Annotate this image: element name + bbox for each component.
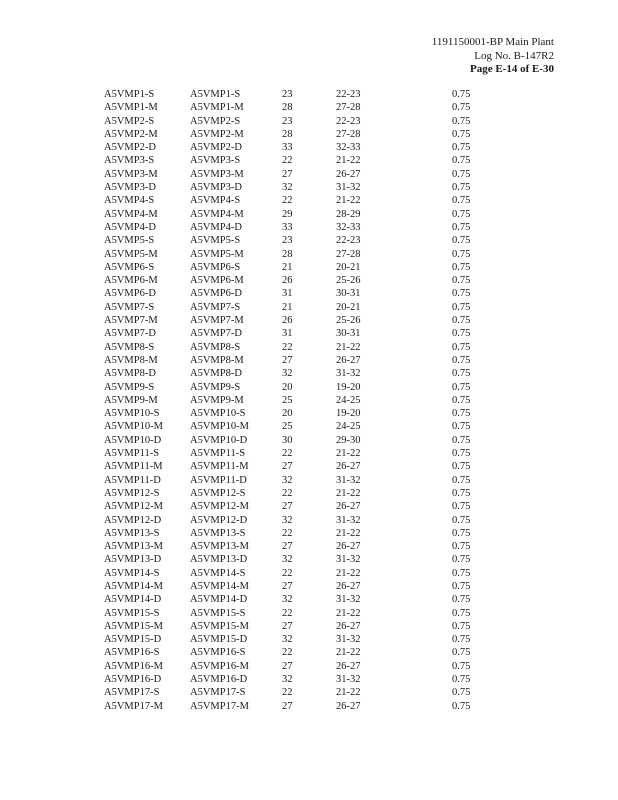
interval-cell: 32-33 xyxy=(336,221,361,233)
depth-cell: 22 xyxy=(282,487,293,499)
depth-cell: 21 xyxy=(282,261,293,273)
interval-cell: 31-32 xyxy=(336,674,361,686)
location-id-cell: A5VMP13-D xyxy=(190,554,248,566)
sample-id-cell: A5VMP10-S xyxy=(104,408,160,420)
depth-cell: 32 xyxy=(282,554,293,566)
table-row xyxy=(104,593,492,606)
table-row xyxy=(104,261,492,274)
value-cell: 0.75 xyxy=(452,647,471,659)
interval-cell: 22-23 xyxy=(336,235,361,247)
depth-cell: 27 xyxy=(282,541,293,553)
location-id-cell: A5VMP6-S xyxy=(190,261,241,273)
table-row xyxy=(104,420,492,433)
sample-table-body xyxy=(104,88,492,713)
table-row xyxy=(104,620,492,633)
table-row xyxy=(104,221,492,234)
location-id-cell: A5VMP16-M xyxy=(190,660,249,672)
table-row xyxy=(104,128,492,141)
value-cell: 0.75 xyxy=(452,514,471,526)
interval-cell: 24-25 xyxy=(336,421,361,433)
table-row xyxy=(104,394,492,407)
depth-cell: 26 xyxy=(282,315,293,327)
sample-id-cell: A5VMP7-S xyxy=(104,301,155,313)
value-cell: 0.75 xyxy=(452,554,471,566)
interval-cell: 21-22 xyxy=(336,155,361,167)
sample-id-cell: A5VMP2-D xyxy=(104,142,156,154)
value-cell: 0.75 xyxy=(452,168,471,180)
depth-cell: 22 xyxy=(282,687,293,699)
sample-id-cell: A5VMP7-D xyxy=(104,328,156,340)
value-cell: 0.75 xyxy=(452,394,471,406)
sample-id-cell: A5VMP11-D xyxy=(104,474,161,486)
interval-cell: 21-22 xyxy=(336,195,361,207)
interval-cell: 25-26 xyxy=(336,315,361,327)
depth-cell: 32 xyxy=(282,634,293,646)
table-row xyxy=(104,540,492,553)
depth-cell: 23 xyxy=(282,235,293,247)
sample-id-cell: A5VMP2-S xyxy=(104,115,155,127)
location-id-cell: A5VMP12-M xyxy=(190,501,249,513)
value-cell: 0.75 xyxy=(452,354,471,366)
log-number: Log No. B-147R2 xyxy=(474,49,554,62)
location-id-cell: A5VMP6-D xyxy=(190,288,242,300)
interval-cell: 27-28 xyxy=(336,248,361,260)
location-id-cell: A5VMP9-S xyxy=(190,381,241,393)
value-cell: 0.75 xyxy=(452,155,471,167)
depth-cell: 22 xyxy=(282,155,293,167)
table-row xyxy=(104,154,492,167)
value-cell: 0.75 xyxy=(452,89,471,100)
sample-id-cell: A5VMP12-M xyxy=(104,501,163,513)
value-cell: 0.75 xyxy=(452,288,471,300)
value-cell: 0.75 xyxy=(452,142,471,154)
sample-id-cell: A5VMP7-M xyxy=(104,315,158,327)
depth-cell: 32 xyxy=(282,368,293,380)
sample-id-cell: A5VMP6-D xyxy=(104,288,156,300)
interval-cell: 26-27 xyxy=(336,461,361,473)
interval-cell: 25-26 xyxy=(336,275,361,287)
sample-id-cell: A5VMP13-D xyxy=(104,554,162,566)
depth-cell: 22 xyxy=(282,448,293,460)
value-cell: 0.75 xyxy=(452,660,471,672)
depth-cell: 31 xyxy=(282,288,293,300)
value-cell: 0.75 xyxy=(452,208,471,220)
sample-id-cell: A5VMP3-S xyxy=(104,155,155,167)
sample-id-cell: A5VMP13-S xyxy=(104,527,160,539)
sample-id-cell: A5VMP13-M xyxy=(104,541,163,553)
sample-id-cell: A5VMP16-D xyxy=(104,674,162,686)
table-row xyxy=(104,287,492,300)
interval-cell: 31-32 xyxy=(336,182,361,194)
page-number: Page E-14 of E-30 xyxy=(469,63,554,75)
value-cell: 0.75 xyxy=(452,235,471,247)
location-id-cell: A5VMP5-S xyxy=(190,235,241,247)
sample-id-cell: A5VMP12-S xyxy=(104,487,160,499)
interval-cell: 26-27 xyxy=(336,501,361,513)
location-id-cell: A5VMP7-S xyxy=(190,301,241,313)
table-row xyxy=(104,101,492,114)
interval-cell: 27-28 xyxy=(336,128,361,140)
sample-id-cell: A5VMP16-M xyxy=(104,660,163,672)
table-row xyxy=(104,141,492,154)
depth-cell: 32 xyxy=(282,514,293,526)
interval-cell: 32-33 xyxy=(336,142,361,154)
sample-id-cell: A5VMP15-D xyxy=(104,634,162,646)
location-id-cell: A5VMP4-D xyxy=(190,221,242,233)
value-cell: 0.75 xyxy=(452,301,471,313)
sample-id-cell: A5VMP15-S xyxy=(104,607,160,619)
location-id-cell: A5VMP2-D xyxy=(190,142,242,154)
depth-cell: 27 xyxy=(282,354,293,366)
value-cell: 0.75 xyxy=(452,115,471,127)
table-row xyxy=(104,381,492,394)
depth-cell: 20 xyxy=(282,381,293,393)
value-cell: 0.75 xyxy=(452,448,471,460)
interval-cell: 26-27 xyxy=(336,168,361,180)
table-row xyxy=(104,660,492,673)
sample-id-cell: A5VMP3-D xyxy=(104,182,156,194)
interval-cell: 21-22 xyxy=(336,647,361,659)
sample-id-cell: A5VMP4-D xyxy=(104,221,156,233)
location-id-cell: A5VMP16-S xyxy=(190,647,246,659)
value-cell: 0.75 xyxy=(452,461,471,473)
value-cell: 0.75 xyxy=(452,634,471,646)
table-row xyxy=(104,580,492,593)
location-id-cell: A5VMP3-S xyxy=(190,155,241,167)
location-id-cell: A5VMP15-S xyxy=(190,607,246,619)
table-row xyxy=(104,168,492,181)
location-id-cell: A5VMP7-M xyxy=(190,315,244,327)
depth-cell: 30 xyxy=(282,434,293,446)
table-row xyxy=(104,646,492,659)
sample-id-cell: A5VMP8-S xyxy=(104,341,155,353)
value-cell: 0.75 xyxy=(452,527,471,539)
depth-cell: 27 xyxy=(282,461,293,473)
value-cell: 0.75 xyxy=(452,275,471,287)
location-id-cell: A5VMP4-M xyxy=(190,208,244,220)
location-id-cell: A5VMP2-M xyxy=(190,128,244,140)
interval-cell: 21-22 xyxy=(336,687,361,699)
depth-cell: 22 xyxy=(282,341,293,353)
location-id-cell: A5VMP3-D xyxy=(190,182,242,194)
table-row xyxy=(104,460,492,473)
sample-id-cell: A5VMP11-M xyxy=(104,461,163,473)
location-id-cell: A5VMP13-S xyxy=(190,527,246,539)
interval-cell: 20-21 xyxy=(336,301,361,313)
table-row xyxy=(104,633,492,646)
table-row xyxy=(104,500,492,513)
interval-cell: 21-22 xyxy=(336,487,361,499)
depth-cell: 32 xyxy=(282,474,293,486)
depth-cell: 25 xyxy=(282,394,293,406)
interval-cell: 27-28 xyxy=(336,102,361,114)
table-row xyxy=(104,181,492,194)
value-cell: 0.75 xyxy=(452,700,471,712)
depth-cell: 25 xyxy=(282,421,293,433)
location-id-cell: A5VMP17-M xyxy=(190,700,249,712)
location-id-cell: A5VMP11-S xyxy=(190,448,246,460)
table-row xyxy=(104,88,492,101)
table-row xyxy=(104,314,492,327)
depth-cell: 33 xyxy=(282,142,293,154)
location-id-cell: A5VMP10-M xyxy=(190,421,249,433)
interval-cell: 22-23 xyxy=(336,89,361,100)
sample-id-cell: A5VMP8-M xyxy=(104,354,158,366)
depth-cell: 21 xyxy=(282,301,293,313)
interval-cell: 26-27 xyxy=(336,700,361,712)
value-cell: 0.75 xyxy=(452,541,471,553)
table-row xyxy=(104,487,492,500)
page-header xyxy=(432,36,554,77)
depth-cell: 32 xyxy=(282,594,293,606)
location-id-cell: A5VMP9-M xyxy=(190,394,244,406)
interval-cell: 22-23 xyxy=(336,115,361,127)
depth-cell: 31 xyxy=(282,328,293,340)
sample-id-cell: A5VMP10-D xyxy=(104,434,162,446)
depth-cell: 27 xyxy=(282,501,293,513)
value-cell: 0.75 xyxy=(452,182,471,194)
depth-cell: 22 xyxy=(282,527,293,539)
location-id-cell: A5VMP14-S xyxy=(190,567,246,579)
depth-cell: 27 xyxy=(282,168,293,180)
value-cell: 0.75 xyxy=(452,567,471,579)
interval-cell: 21-22 xyxy=(336,341,361,353)
interval-cell: 21-22 xyxy=(336,527,361,539)
interval-cell: 26-27 xyxy=(336,660,361,672)
location-id-cell: A5VMP16-D xyxy=(190,674,248,686)
value-cell: 0.75 xyxy=(452,674,471,686)
table-row xyxy=(104,407,492,420)
interval-cell: 30-31 xyxy=(336,328,361,340)
table-row xyxy=(104,327,492,340)
value-cell: 0.75 xyxy=(452,421,471,433)
table-row xyxy=(104,607,492,620)
table-row xyxy=(104,686,492,699)
depth-cell: 33 xyxy=(282,221,293,233)
sample-id-cell: A5VMP1-S xyxy=(104,89,155,100)
depth-cell: 28 xyxy=(282,248,293,260)
table-row xyxy=(104,434,492,447)
depth-cell: 27 xyxy=(282,580,293,592)
depth-cell: 22 xyxy=(282,195,293,207)
table-row xyxy=(104,514,492,527)
location-id-cell: A5VMP10-S xyxy=(190,408,246,420)
table-row xyxy=(104,527,492,540)
table-row xyxy=(104,673,492,686)
location-id-cell: A5VMP4-S xyxy=(190,195,241,207)
depth-cell: 22 xyxy=(282,607,293,619)
interval-cell: 31-32 xyxy=(336,634,361,646)
depth-cell: 29 xyxy=(282,208,293,220)
location-id-cell: A5VMP1-M xyxy=(190,102,244,114)
interval-cell: 31-32 xyxy=(336,554,361,566)
location-id-cell: A5VMP2-S xyxy=(190,115,241,127)
location-id-cell: A5VMP8-D xyxy=(190,368,242,380)
value-cell: 0.75 xyxy=(452,381,471,393)
sample-id-cell: A5VMP16-S xyxy=(104,647,160,659)
table-row xyxy=(104,700,492,713)
value-cell: 0.75 xyxy=(452,501,471,513)
depth-cell: 20 xyxy=(282,408,293,420)
table-row xyxy=(104,248,492,261)
sample-id-cell: A5VMP17-S xyxy=(104,687,160,699)
sample-id-cell: A5VMP1-M xyxy=(104,102,158,114)
sample-id-cell: A5VMP14-M xyxy=(104,580,163,592)
value-cell: 0.75 xyxy=(452,620,471,632)
table-row xyxy=(104,447,492,460)
document-id: 1191150001-BP Main Plant xyxy=(431,36,554,48)
sample-id-cell: A5VMP6-S xyxy=(104,261,155,273)
table-row xyxy=(104,194,492,207)
depth-cell: 22 xyxy=(282,647,293,659)
table-row xyxy=(104,341,492,354)
interval-cell: 31-32 xyxy=(336,514,361,526)
location-id-cell: A5VMP13-M xyxy=(190,541,249,553)
value-cell: 0.75 xyxy=(452,487,471,499)
value-cell: 0.75 xyxy=(452,128,471,140)
interval-cell: 19-20 xyxy=(336,381,361,393)
value-cell: 0.75 xyxy=(452,195,471,207)
table-row xyxy=(104,301,492,314)
location-id-cell: A5VMP14-M xyxy=(190,580,249,592)
value-cell: 0.75 xyxy=(452,341,471,353)
value-cell: 0.75 xyxy=(452,368,471,380)
value-cell: 0.75 xyxy=(452,580,471,592)
value-cell: 0.75 xyxy=(452,221,471,233)
sample-id-cell: A5VMP11-S xyxy=(104,448,160,460)
interval-cell: 21-22 xyxy=(336,567,361,579)
interval-cell: 20-21 xyxy=(336,261,361,273)
value-cell: 0.75 xyxy=(452,607,471,619)
interval-cell: 30-31 xyxy=(336,288,361,300)
location-id-cell: A5VMP15-D xyxy=(190,634,248,646)
value-cell: 0.75 xyxy=(452,248,471,260)
location-id-cell: A5VMP12-S xyxy=(190,487,246,499)
table-row xyxy=(104,474,492,487)
location-id-cell: A5VMP8-M xyxy=(190,354,244,366)
interval-cell: 31-32 xyxy=(336,368,361,380)
depth-cell: 23 xyxy=(282,115,293,127)
table-row xyxy=(104,208,492,221)
sample-id-cell: A5VMP4-M xyxy=(104,208,158,220)
sample-table xyxy=(104,88,492,713)
depth-cell: 22 xyxy=(282,567,293,579)
value-cell: 0.75 xyxy=(452,687,471,699)
table-row xyxy=(104,567,492,580)
interval-cell: 31-32 xyxy=(336,594,361,606)
location-id-cell: A5VMP11-M xyxy=(190,461,249,473)
sample-id-cell: A5VMP4-S xyxy=(104,195,155,207)
value-cell: 0.75 xyxy=(452,328,471,340)
location-id-cell: A5VMP14-D xyxy=(190,594,248,606)
sample-id-cell: A5VMP6-M xyxy=(104,275,158,287)
interval-cell: 21-22 xyxy=(336,448,361,460)
location-id-cell: A5VMP1-S xyxy=(190,89,241,100)
location-id-cell: A5VMP15-M xyxy=(190,620,249,632)
table-row xyxy=(104,115,492,128)
interval-cell: 26-27 xyxy=(336,354,361,366)
sample-id-cell: A5VMP15-M xyxy=(104,620,163,632)
sample-id-cell: A5VMP9-M xyxy=(104,394,158,406)
sample-id-cell: A5VMP3-M xyxy=(104,168,158,180)
interval-cell: 26-27 xyxy=(336,620,361,632)
location-id-cell: A5VMP8-S xyxy=(190,341,241,353)
depth-cell: 32 xyxy=(282,182,293,194)
table-row xyxy=(104,354,492,367)
depth-cell: 27 xyxy=(282,700,293,712)
sample-id-cell: A5VMP17-M xyxy=(104,700,163,712)
interval-cell: 31-32 xyxy=(336,474,361,486)
depth-cell: 32 xyxy=(282,674,293,686)
sample-id-cell: A5VMP9-S xyxy=(104,381,155,393)
interval-cell: 19-20 xyxy=(336,408,361,420)
location-id-cell: A5VMP10-D xyxy=(190,434,248,446)
value-cell: 0.75 xyxy=(452,408,471,420)
sample-id-cell: A5VMP5-S xyxy=(104,235,155,247)
location-id-cell: A5VMP6-M xyxy=(190,275,244,287)
location-id-cell: A5VMP7-D xyxy=(190,328,242,340)
sample-id-cell: A5VMP14-D xyxy=(104,594,162,606)
value-cell: 0.75 xyxy=(452,594,471,606)
value-cell: 0.75 xyxy=(452,434,471,446)
sample-id-cell: A5VMP12-D xyxy=(104,514,162,526)
value-cell: 0.75 xyxy=(452,474,471,486)
sample-id-cell: A5VMP10-M xyxy=(104,421,163,433)
interval-cell: 21-22 xyxy=(336,607,361,619)
value-cell: 0.75 xyxy=(452,102,471,114)
table-row xyxy=(104,274,492,287)
sample-id-cell: A5VMP2-M xyxy=(104,128,158,140)
depth-cell: 26 xyxy=(282,275,293,287)
depth-cell: 23 xyxy=(282,89,293,100)
location-id-cell: A5VMP3-M xyxy=(190,168,244,180)
interval-cell: 24-25 xyxy=(336,394,361,406)
location-id-cell: A5VMP12-D xyxy=(190,514,248,526)
interval-cell: 28-29 xyxy=(336,208,361,220)
interval-cell: 26-27 xyxy=(336,580,361,592)
sample-id-cell: A5VMP14-S xyxy=(104,567,160,579)
table-row xyxy=(104,367,492,380)
location-id-cell: A5VMP5-M xyxy=(190,248,244,260)
depth-cell: 28 xyxy=(282,128,293,140)
sample-id-cell: A5VMP8-D xyxy=(104,368,156,380)
interval-cell: 26-27 xyxy=(336,541,361,553)
location-id-cell: A5VMP17-S xyxy=(190,687,246,699)
value-cell: 0.75 xyxy=(452,315,471,327)
table-row xyxy=(104,234,492,247)
location-id-cell: A5VMP11-D xyxy=(190,474,247,486)
sample-id-cell: A5VMP5-M xyxy=(104,248,158,260)
depth-cell: 28 xyxy=(282,102,293,114)
table-row xyxy=(104,553,492,566)
value-cell: 0.75 xyxy=(452,261,471,273)
depth-cell: 27 xyxy=(282,660,293,672)
interval-cell: 29-30 xyxy=(336,434,361,446)
depth-cell: 27 xyxy=(282,620,293,632)
